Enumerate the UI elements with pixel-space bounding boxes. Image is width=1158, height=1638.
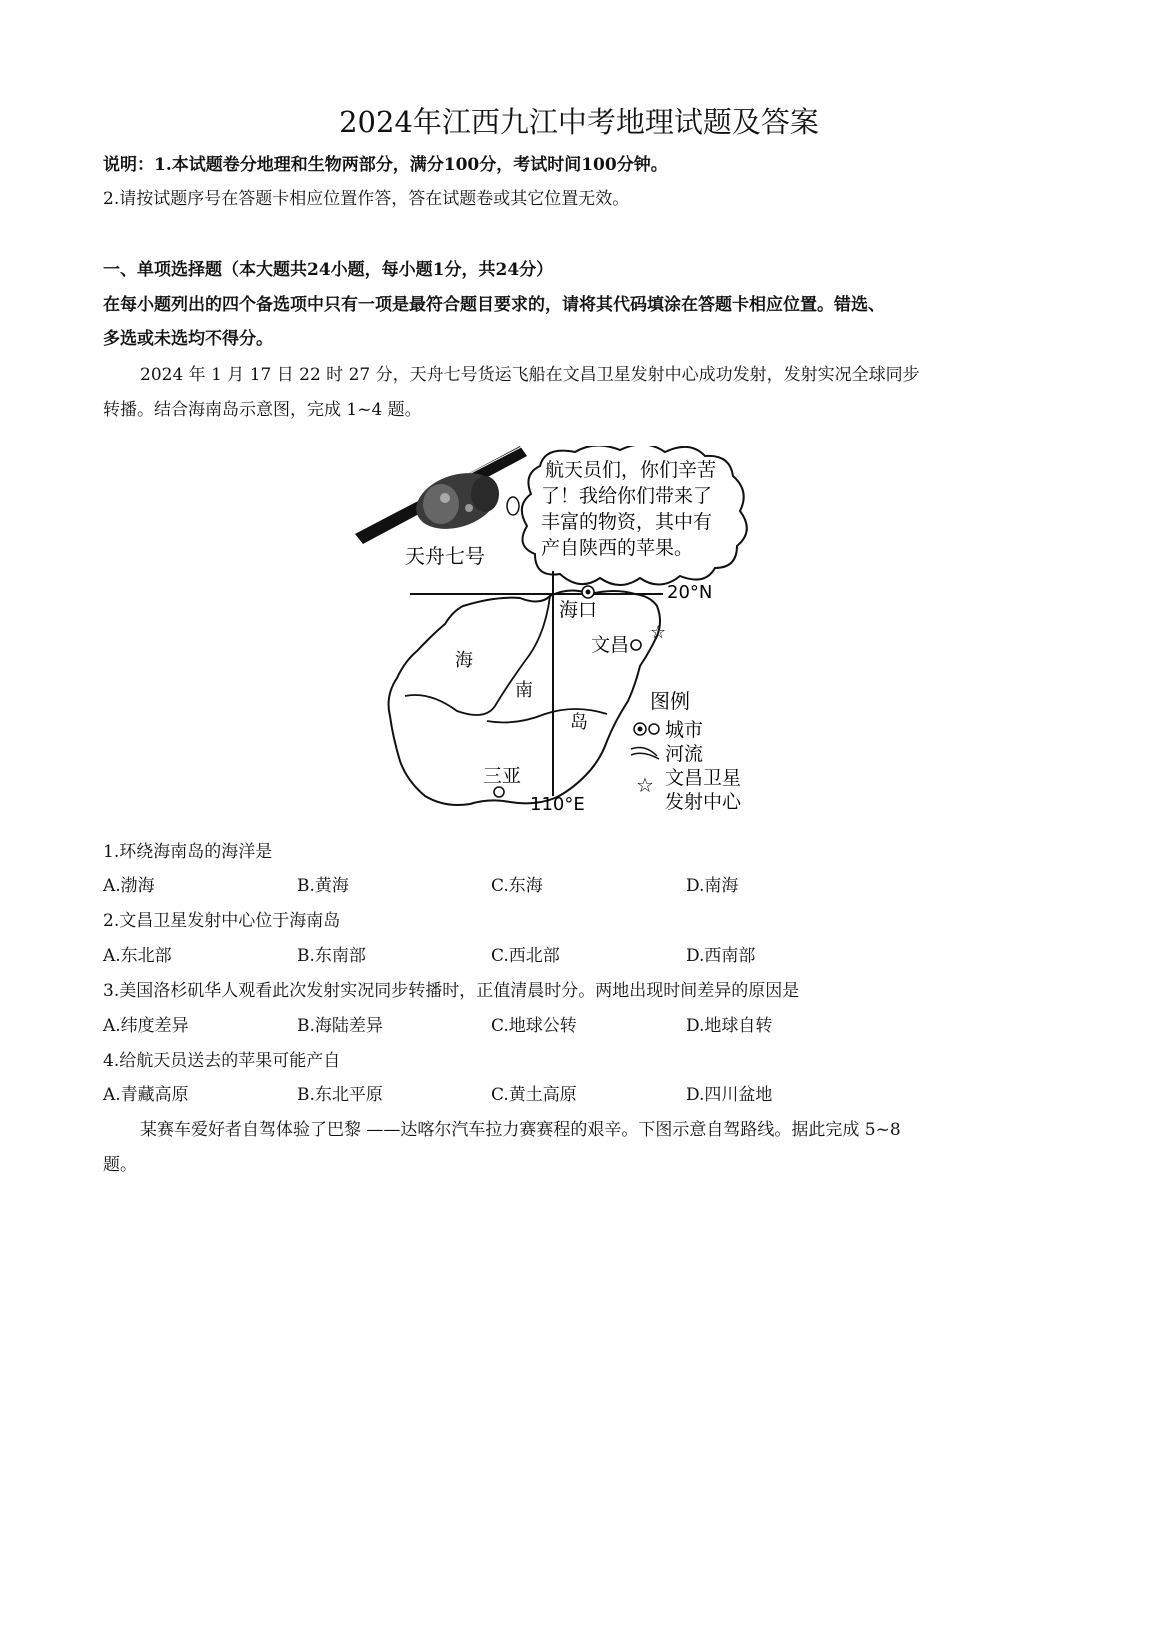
question-3-option-d: D.地球自转 — [686, 1016, 773, 1036]
spacecraft-icon — [355, 446, 527, 544]
wenchang-label: 文昌 — [591, 634, 630, 656]
island-char-3: 岛 — [570, 712, 588, 733]
haikou-marker-dot — [586, 590, 591, 595]
question-4-option-d: D.四川盆地 — [686, 1085, 773, 1105]
intro-paragraph-line2: 转播。结合海南岛示意图，完成 1~4 题。 — [103, 400, 422, 420]
note-1: 说明：1.本试题卷分地理和生物两部分，满分100分，考试时间100分钟。 — [103, 155, 668, 175]
legend-launch-label-1: 文昌卫星 — [665, 767, 742, 789]
question-1-option-c: C.东海 — [491, 876, 543, 896]
question-4-option-a: A.青藏高原 — [103, 1085, 189, 1105]
question-2-option-b: B.东南部 — [297, 946, 366, 966]
longitude-label: 110°E — [530, 794, 585, 815]
speech-line-1: 航天员们，你们辛苦 — [545, 459, 717, 481]
question-4-option-b: B.东北平原 — [297, 1085, 383, 1105]
question-2-option-d: D.西南部 — [686, 946, 756, 966]
question-3-option-b: B.海陆差异 — [297, 1016, 383, 1036]
question-2-option-c: C.西北部 — [491, 946, 560, 966]
question-3-stem: 3.美国洛杉矶华人观看此次发射实况同步转播时，正值清晨时分。两地出现时间差异的原因是 — [103, 981, 800, 1001]
question-1-option-b: B.黄海 — [297, 876, 349, 896]
hainan-map-svg — [345, 446, 805, 846]
question-1-option-d: D.南海 — [686, 876, 739, 896]
section-heading: 一、单项选择题（本大题共24小题，每小题1分，共24分） — [103, 260, 554, 280]
island-char-1: 海 — [455, 650, 473, 671]
question-3-option-a: A.纬度差异 — [103, 1016, 189, 1036]
legend-city-label: 城市 — [665, 719, 704, 741]
legend-river-label: 河流 — [665, 743, 704, 765]
legend-title: 图例 — [650, 689, 690, 713]
legend-city-icon-dot — [638, 727, 643, 732]
question-1-stem: 1.环绕海南岛的海洋是 — [103, 842, 273, 862]
intro-paragraph-line1: 2024 年 1 月 17 日 22 时 27 分，天舟七号货运飞船在文昌卫星发射中心成功发射，发射实况全球同步 — [140, 365, 920, 385]
section-instruction-line1: 在每小题列出的四个备选项中只有一项是最符合题目要求的，请将其代码填涂在答题卡相应位置。错选、 — [103, 295, 885, 315]
legend-town-icon — [649, 724, 659, 734]
section-instruction-line2: 多选或未选均不得分。 — [103, 329, 273, 349]
legend-launch-label-2: 发射中心 — [665, 791, 742, 813]
thought-bubble-dot — [507, 497, 519, 515]
speech-line-2: 了！我给你们带来了 — [541, 485, 713, 507]
latitude-label: 20°N — [667, 582, 713, 603]
question-3-option-c: C.地球公转 — [491, 1016, 577, 1036]
page-title: 2024年江西九江中考地理试题及答案 — [339, 105, 819, 139]
question-1-option-a: A.渤海 — [103, 876, 155, 896]
island-char-2: 南 — [515, 680, 533, 701]
intro2-paragraph-line1: 某赛车爱好者自驾体验了巴黎 ——达喀尔汽车拉力赛赛程的艰辛。下图示意自驾路线。据此完成 5~8 — [140, 1120, 901, 1140]
legend-star-icon: ☆ — [636, 773, 654, 797]
sanya-marker — [494, 787, 504, 797]
wenchang-marker — [631, 640, 641, 650]
note-2: 2.请按试题序号在答题卡相应位置作答，答在试题卷或其它位置无效。 — [103, 189, 630, 209]
legend-river-icon — [631, 748, 659, 759]
question-2-stem: 2.文昌卫星发射中心位于海南岛 — [103, 911, 341, 931]
speech-line-3: 丰富的物资，其中有 — [541, 511, 713, 533]
question-4-option-c: C.黄土高原 — [491, 1085, 577, 1105]
haikou-label: 海口 — [559, 599, 598, 621]
question-4-stem: 4.给航天员送去的苹果可能产自 — [103, 1051, 341, 1071]
sanya-label: 三亚 — [483, 765, 522, 787]
question-2-option-a: A.东北部 — [103, 946, 172, 966]
intro2-paragraph-line2: 题。 — [103, 1155, 137, 1175]
launch-center-star-icon: ☆ — [650, 622, 667, 643]
spacecraft-label: 天舟七号 — [405, 544, 485, 568]
speech-line-4: 产自陕西的苹果。 — [541, 537, 694, 559]
hainan-map-figure — [345, 446, 805, 846]
